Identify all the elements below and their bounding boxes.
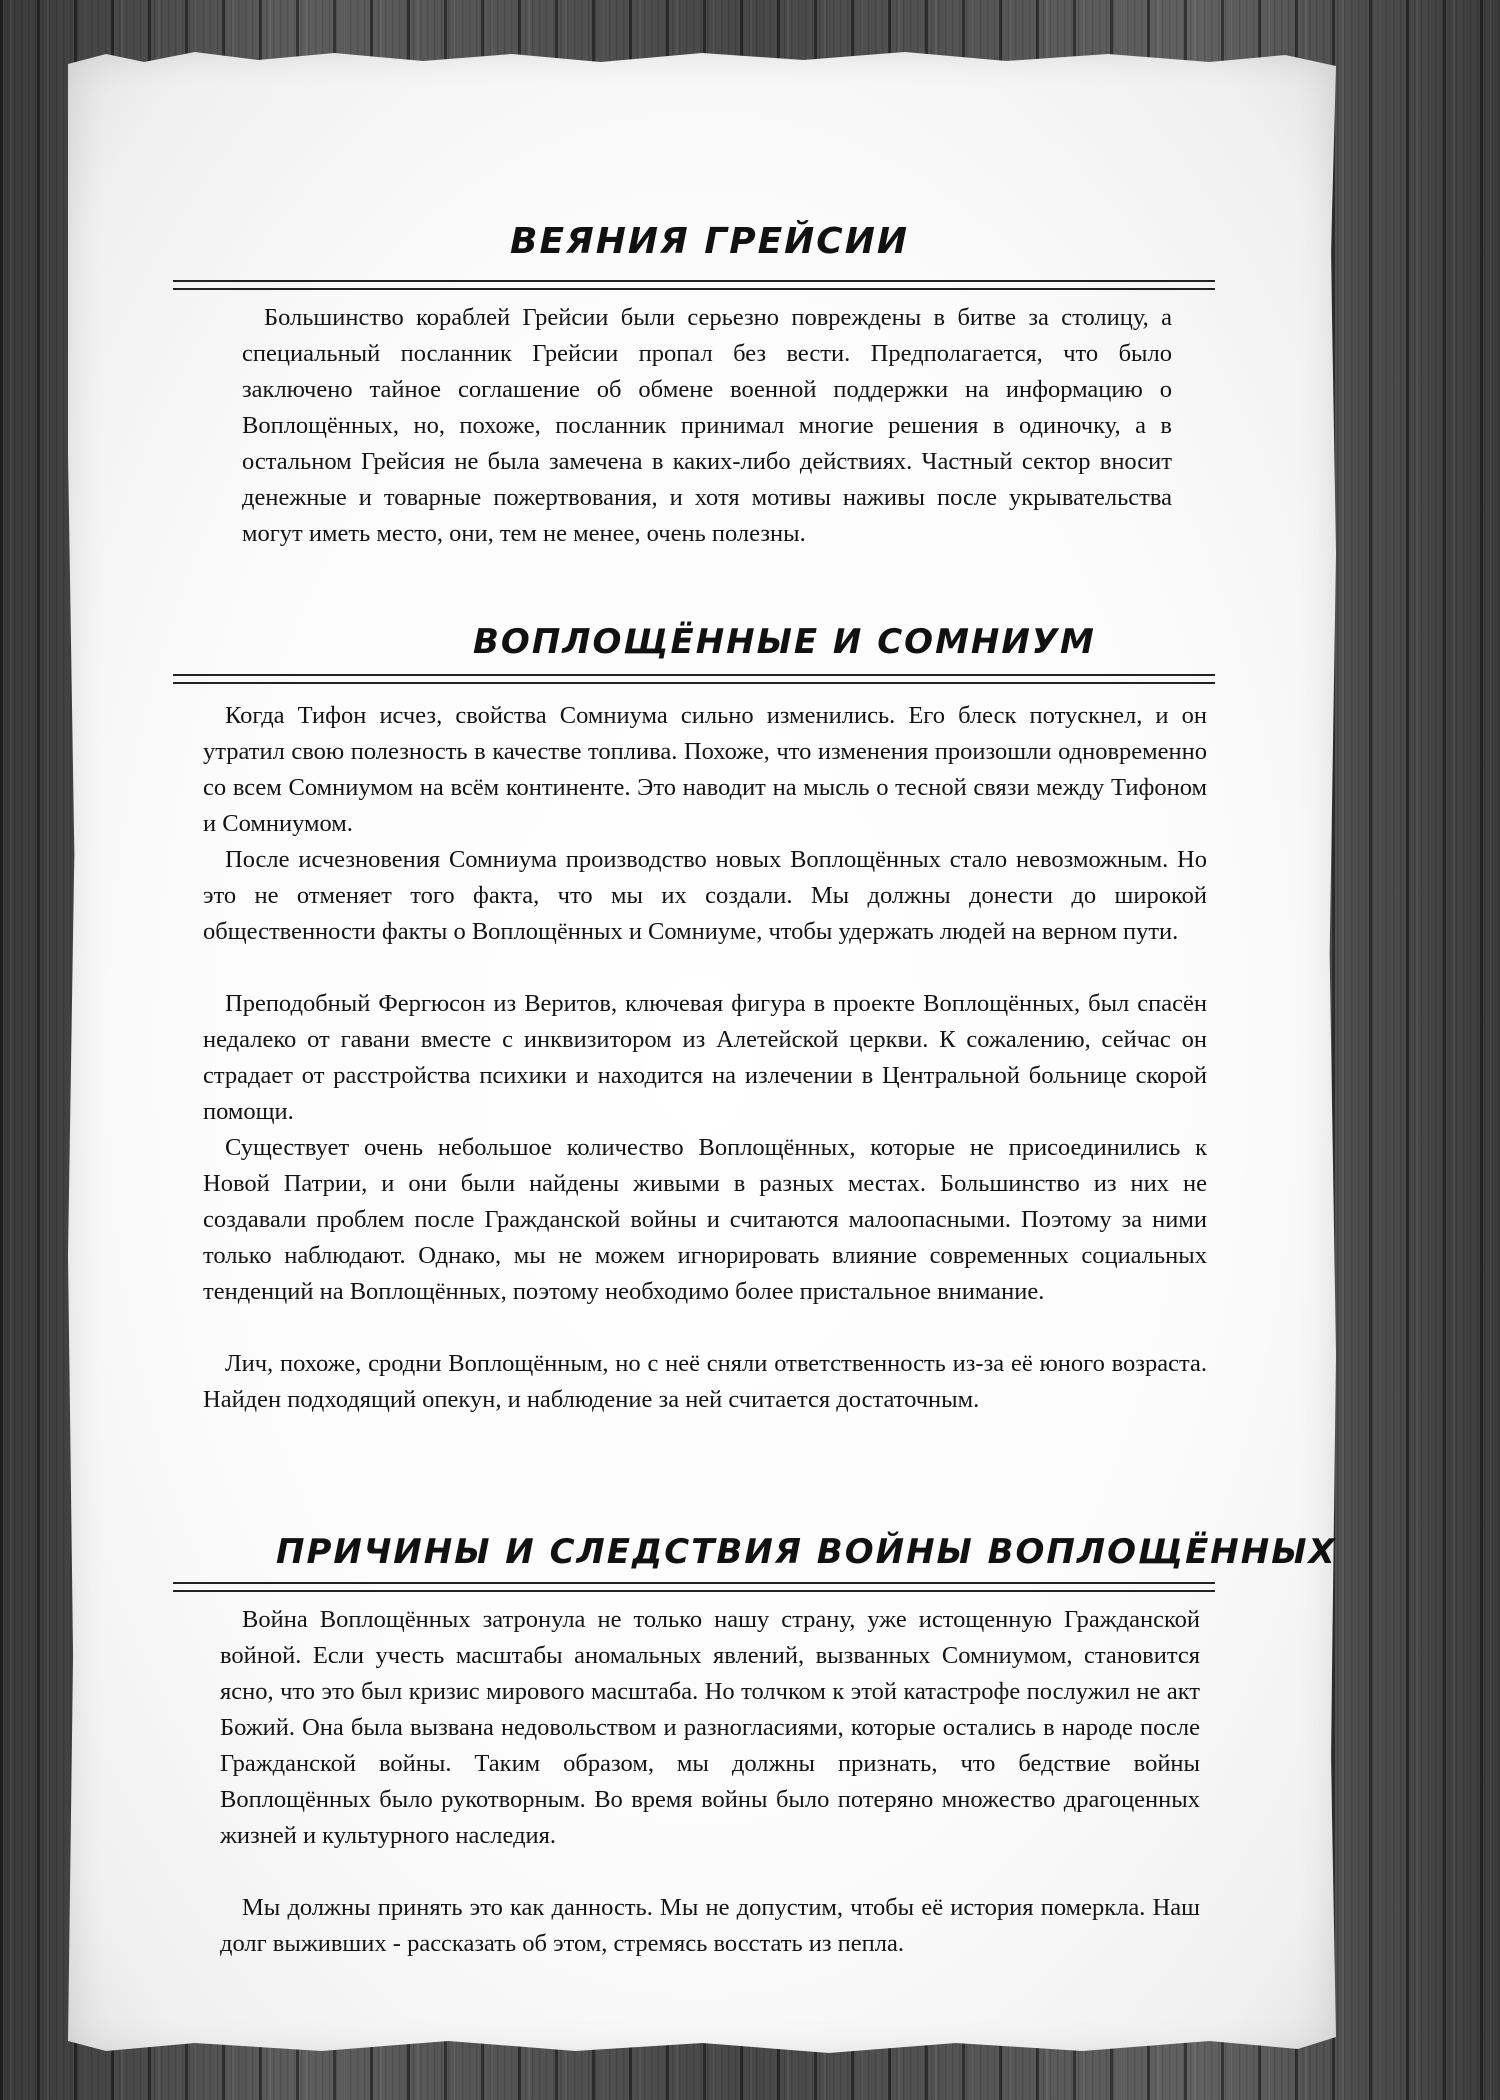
paragraph: Когда Тифон исчез, свойства Сомниума сильно изменились. Его блеск потускнел, и он утратил свою полезность в качестве топлива. Похоже, что изменения произошли одновременно со всем Сомниумом на всём континенте. Это наводит на мысль о тесной связи между Тифоном и Сомниумом. [203,702,1207,837]
paragraph: Лич, похоже, сродни Воплощённым, но с неё сняли ответственность из-за её юного возраста. Найден подходящий опекун, и наблюдение за ней считается достаточным. [203,1350,1207,1413]
paragraph: Большинство кораблей Грейсии были серьезно повреждены в битве за столицу, а специальный посланник Грейсии пропал без вести. Предполагается, что было заключено тайное соглашение об обмене военной поддержки на информацию о Воплощённых, но, похоже, посланник принимал многие решения в одиночку, а в остальном Грейсия не была замечена в каких-либо действиях. Частный сектор вносит денежные и товарные пожертвования, и хотя мотивы наживы после укрывательства могут иметь место, они, тем не менее, очень полезны. [242,304,1172,547]
paragraph: Преподобный Фергюсон из Веритов, ключевая фигура в проекте Воплощённых, был спасён недалеко от гавани вместе с инквизитором из Алетейской церкви. К сожалению, сейчас он страдает от расстройства психики и находится на излечении в Центральной больнице скорой помощи. [203,990,1207,1125]
section-divider [173,280,1215,290]
paragraph: Существует очень небольшое количество Воплощённых, которые не присоединились к Новой Патрии, и они были найдены живыми в разных местах. Большинство из них не создавали проблем после Гражданской войны и считаются малоопасными. Поэтому за ними только наблюдают. Однако, мы не можем игнорировать влияние современных социальных тенденций на Воплощённых, поэтому необходимо более пристальное внимание. [203,1134,1207,1305]
section-divider [173,1582,1215,1592]
section-title-greysia: ВЕЯНИЯ ГРЕЙСИИ [510,221,909,262]
paragraph: Мы должны принять это как данность. Мы не допустим, чтобы её история померкла. Наш долг выживших - рассказать об этом, стремясь восстать из пепла. [220,1894,1200,1957]
paragraph: После исчезновения Сомниума производство новых Воплощённых стало невозможным. Но это не отменяет того факта, что мы их создали. Мы должны донести до широкой общественности факты о Воплощённых и Сомниуме, чтобы удержать людей на верном пути. [203,846,1207,945]
section-title-causes-consequences: ПРИЧИНЫ И СЛЕДСТВИЯ ВОЙНЫ ВОПЛОЩЁННЫХ [276,1532,1337,1572]
section-title-embodied-somnium: ВОПЛОЩЁННЫЕ И СОМНИУМ [473,622,1096,662]
paragraph: Война Воплощённых затронула не только нашу страну, уже истощенную Гражданской войной. Если учесть масштабы аномальных явлений, вызванных Сомниумом, становится ясно, что это был кризис мирового масштаба. Но толчком к этой катастрофе послужил не акт Божий. Она была вызвана недовольством и разногласиями, которые остались в народе после Гражданской войны. Таким образом, мы должны признать, что бедствие войны Воплощённых было рукотворным. Во время войны было потеряно множество драгоценных жизней и культурного наследия. [220,1606,1200,1849]
section-divider [173,674,1215,684]
